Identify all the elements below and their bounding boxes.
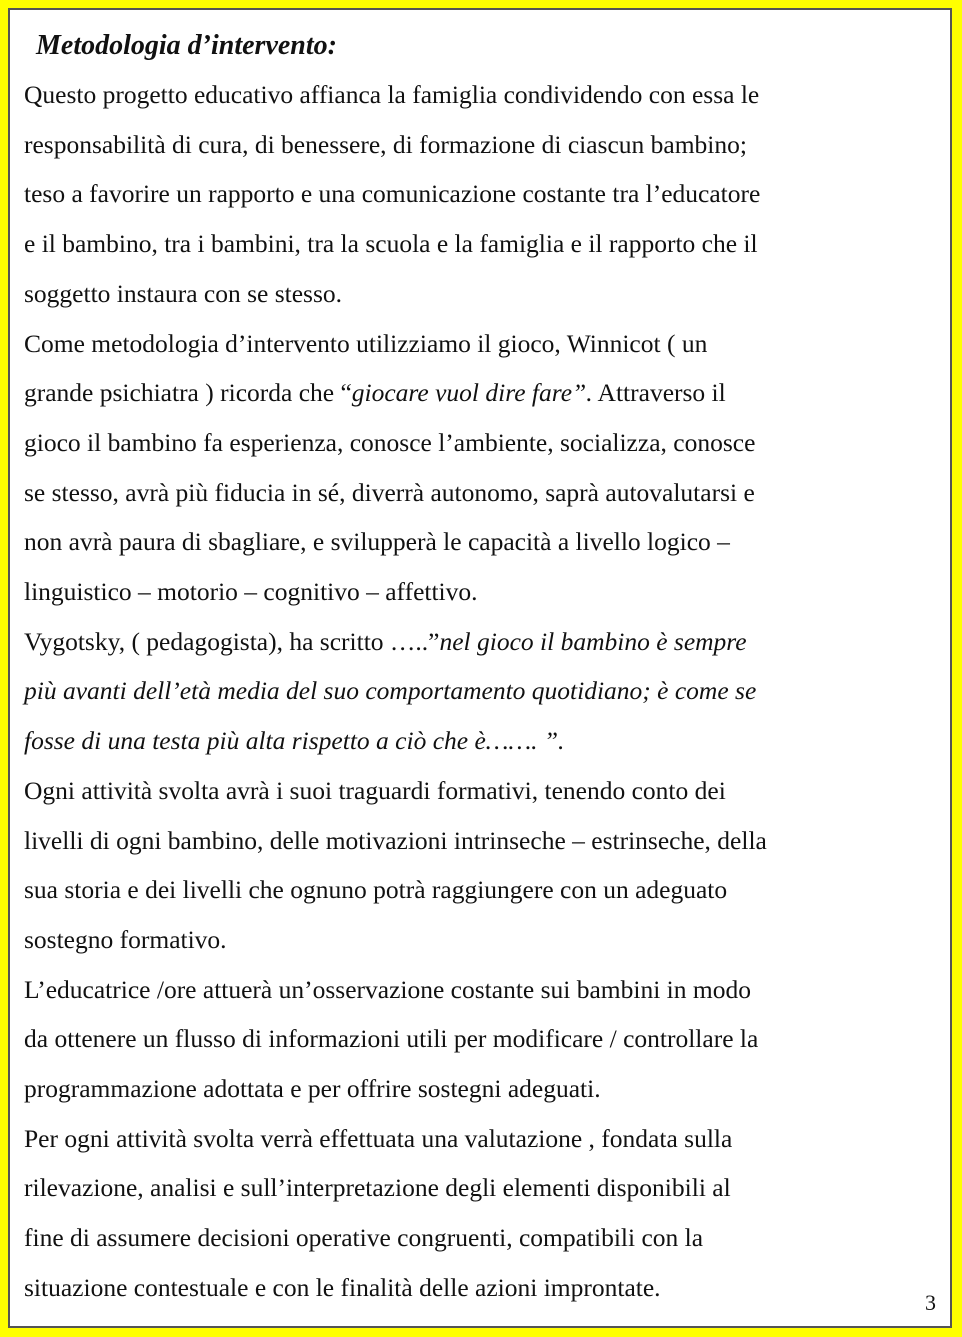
text-segment: linguistico – motorio – cognitivo – affettivo.	[24, 577, 478, 607]
text-line	[24, 816, 934, 866]
text-segment: Ogni attività svolta avrà i suoi traguardi formativi, tenendo conto dei	[24, 775, 726, 805]
text-segment: livelli di ogni bambino, delle motivazioni intrinseche – estrinseche, della	[24, 825, 767, 855]
text-segment: da ottenere un flusso di informazioni utili per modificare / controllare la	[24, 1024, 759, 1054]
text-line	[24, 865, 934, 915]
text-line	[24, 666, 934, 716]
paragraph	[24, 965, 934, 1114]
text-line	[24, 1014, 934, 1064]
text-line	[24, 915, 934, 965]
title-text: Metodologia d’intervento	[36, 30, 328, 61]
text-segment: fine di assumere decisioni operative congruenti, compatibili con la	[24, 1223, 704, 1253]
text-line	[24, 965, 934, 1015]
italic-text: giocare vuol dire fare”.	[351, 378, 593, 408]
text-line	[24, 1064, 934, 1114]
paragraph	[24, 319, 934, 617]
italic-text: nel gioco il bambino è sempre	[439, 626, 747, 656]
text-segment: gioco il bambino fa esperienza, conosce l’ambiente, socializza, conosce	[24, 427, 756, 457]
text-line	[24, 1263, 934, 1313]
text-line	[24, 120, 934, 170]
page-title	[36, 22, 934, 70]
text-segment: grande psichiatra ) ricorda che “	[24, 378, 352, 408]
paragraph	[24, 766, 934, 965]
text-segment: responsabilità di cura, di benessere, di formazione di ciascun bambino;	[24, 129, 747, 159]
text-segment: sostegno formativo.	[24, 924, 227, 954]
text-line	[24, 766, 934, 816]
text-line	[24, 169, 934, 219]
text-line	[24, 70, 934, 120]
text-line	[24, 1163, 934, 1213]
text-segment: programmazione adottata e per offrire sostegni adeguati.	[24, 1074, 601, 1104]
text-segment: situazione contestuale e con le finalità delle azioni improntate.	[24, 1272, 661, 1302]
paragraph	[24, 1114, 934, 1313]
text-segment: Questo progetto educativo affianca la famiglia condividendo con essa le	[24, 80, 760, 109]
text-segment: Vygotsky, ( pedagogista), ha scritto …..”	[24, 626, 440, 656]
text-line	[24, 517, 934, 567]
text-segment: se stesso, avrà più fiducia in sé, diverrà autonomo, saprà autovalutarsi e	[24, 477, 755, 507]
title-colon: :	[327, 30, 337, 61]
text-line	[24, 219, 934, 269]
body-text	[24, 70, 934, 1313]
text-line	[24, 617, 934, 667]
text-line	[24, 716, 934, 766]
text-segment: soggetto instaura con se stesso.	[24, 278, 342, 308]
text-line	[24, 418, 934, 468]
page-number: 3	[925, 1290, 936, 1315]
text-segment: Per ogni attività svolta verrà effettuata una valutazione , fondata sulla	[24, 1123, 733, 1153]
text-segment: non avrà paura di sbagliare, e svilupperà le capacità a livello logico –	[24, 527, 730, 557]
text-segment: rilevazione, analisi e sull’interpretazione degli elementi disponibili al	[24, 1173, 731, 1203]
text-segment: Come metodologia d’intervento utilizziamo il gioco, Winnicot ( un	[24, 328, 708, 358]
italic-text: più avanti dell’età media del suo comportamento quotidiano; è come se	[24, 676, 757, 706]
text-segment: teso a favorire un rapporto e una comunicazione costante tra l’educatore	[24, 179, 761, 209]
italic-text: fosse di una testa più alta rispetto a ciò che è……. ”.	[24, 726, 565, 756]
text-line	[24, 368, 934, 418]
text-line	[24, 319, 934, 369]
document-page	[24, 22, 934, 1313]
paragraph	[24, 70, 934, 319]
text-segment: sua storia e dei livelli che ognuno potrà raggiungere con un adeguato	[24, 875, 728, 905]
text-segment: e il bambino, tra i bambini, tra la scuola e la famiglia e il rapporto che il	[24, 229, 758, 259]
paragraph	[24, 617, 934, 766]
text-segment: L’educatrice /ore attuerà un’osservazione costante sui bambini in modo	[24, 974, 751, 1004]
text-line	[24, 269, 934, 319]
text-line	[24, 567, 934, 617]
text-line	[24, 1114, 934, 1164]
page-frame	[8, 8, 952, 1328]
text-segment: Attraverso il	[592, 378, 726, 408]
text-line	[24, 1213, 934, 1263]
text-line	[24, 468, 934, 518]
